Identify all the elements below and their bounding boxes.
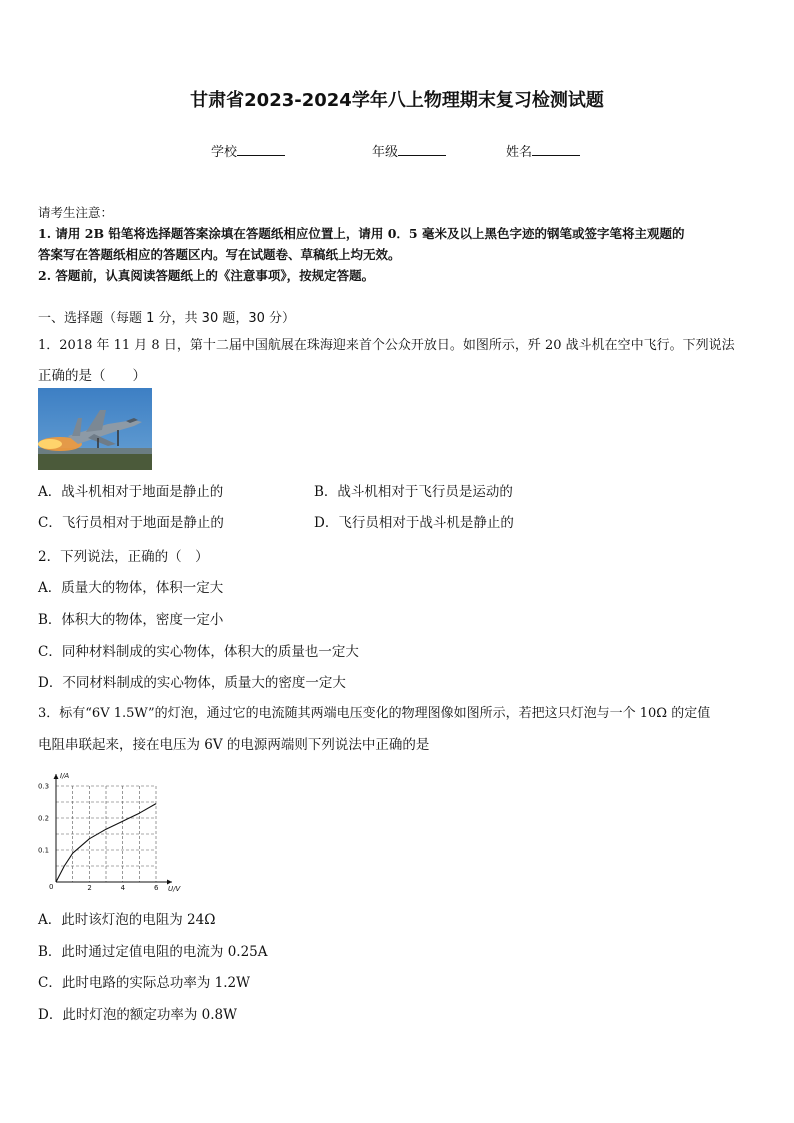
y-tick-label: 0.1 bbox=[38, 846, 50, 855]
school-field[interactable] bbox=[211, 141, 285, 160]
q2-option-a[interactable]: A．质量大的物体，体积一定大 bbox=[38, 580, 224, 596]
x-axis-arrow bbox=[167, 880, 172, 885]
name-label: 姓名 bbox=[506, 145, 533, 160]
name-field[interactable] bbox=[506, 141, 580, 160]
x-tick-label: 2 bbox=[87, 884, 92, 892]
q2-option-b[interactable]: B．体积大的物体，密度一定小 bbox=[38, 612, 224, 628]
iv-graph-svg bbox=[36, 762, 192, 896]
notice-line-1a: 1. 请用 2B 铅笔将选择题答案涂填在答题纸相应位置上，请用 0．5 毫米及以上黑色字迹的钢笔或签字笔将主观题的 bbox=[38, 226, 685, 241]
x-tick-label: 4 bbox=[120, 884, 126, 892]
page-title: 甘肃省2023-2024学年八上物理期末复习检测试题 bbox=[190, 90, 604, 111]
notice-line-2: 2. 答题前，认真阅读答题纸上的《注意事项》，按规定答题。 bbox=[38, 268, 375, 283]
q2-stem: 2．下列说法，正确的（ ） bbox=[38, 549, 209, 565]
y-tick-label: 0.3 bbox=[38, 782, 50, 791]
x-axis-label: U/V bbox=[168, 885, 181, 893]
q3-option-b[interactable]: B．此时通过定值电阻的电流为 0.25A bbox=[38, 944, 268, 960]
grade-blank bbox=[398, 144, 446, 156]
notice-heading: 请考生注意： bbox=[38, 205, 114, 220]
grade-field[interactable] bbox=[372, 141, 446, 160]
q2-option-d[interactable]: D．不同材料制成的实心物体，质量大的密度一定大 bbox=[38, 675, 346, 691]
q1-option-d[interactable]: D．飞行员相对于战斗机是静止的 bbox=[314, 515, 514, 531]
origin-label: 0 bbox=[49, 883, 54, 891]
section-heading: 一、选择题（每题 1 分，共 30 题，30 分） bbox=[38, 311, 296, 326]
q3-stem-line-1: 3．标有“6V 1.5W”的灯泡，通过它的电流随其两端电压变化的物理图像如图所示，若把这只灯泡与一个 10Ω 的定值 bbox=[38, 706, 711, 721]
q1-stem-line-1: 1．2018 年 11 月 8 日，第十二届中国航展在珠海迎来首个公众开放日。如图所示，歼 20 战斗机在空中飞行。下列说法 bbox=[38, 338, 735, 353]
x-tick-label: 6 bbox=[154, 884, 159, 892]
q1-option-c[interactable]: C．飞行员相对于地面是静止的 bbox=[38, 515, 224, 531]
y-axis-label: I/A bbox=[60, 772, 70, 780]
school-blank bbox=[237, 144, 285, 156]
school-label: 学校 bbox=[211, 145, 238, 160]
q2-option-c[interactable]: C．同种材料制成的实心物体，体积大的质量也一定大 bbox=[38, 644, 359, 660]
q1-option-b[interactable]: B．战斗机相对于飞行员是运动的 bbox=[314, 484, 513, 500]
y-tick-label: 0.2 bbox=[38, 814, 50, 823]
iv-graph bbox=[36, 762, 192, 896]
y-axis-arrow bbox=[54, 774, 59, 779]
fighter-jet-image bbox=[38, 388, 152, 470]
name-blank bbox=[532, 144, 580, 156]
q3-stem-line-2: 电阻串联起来，接在电压为 6V 的电源两端则下列说法中正确的是 bbox=[38, 737, 430, 753]
q1-stem-line-2: 正确的是（ ） bbox=[38, 368, 146, 384]
q3-option-d[interactable]: D．此时灯泡的额定功率为 0.8W bbox=[38, 1007, 237, 1023]
q1-option-a[interactable]: A．战斗机相对于地面是静止的 bbox=[38, 484, 224, 500]
q3-option-c[interactable]: C．此时电路的实际总功率为 1.2W bbox=[38, 975, 250, 991]
grade-label: 年级 bbox=[372, 145, 399, 160]
notice-line-1b: 答案写在答题纸相应的答题区内。写在试题卷、草稿纸上均无效。 bbox=[38, 247, 401, 262]
q3-option-a[interactable]: A．此时该灯泡的电阻为 24Ω bbox=[38, 912, 216, 928]
